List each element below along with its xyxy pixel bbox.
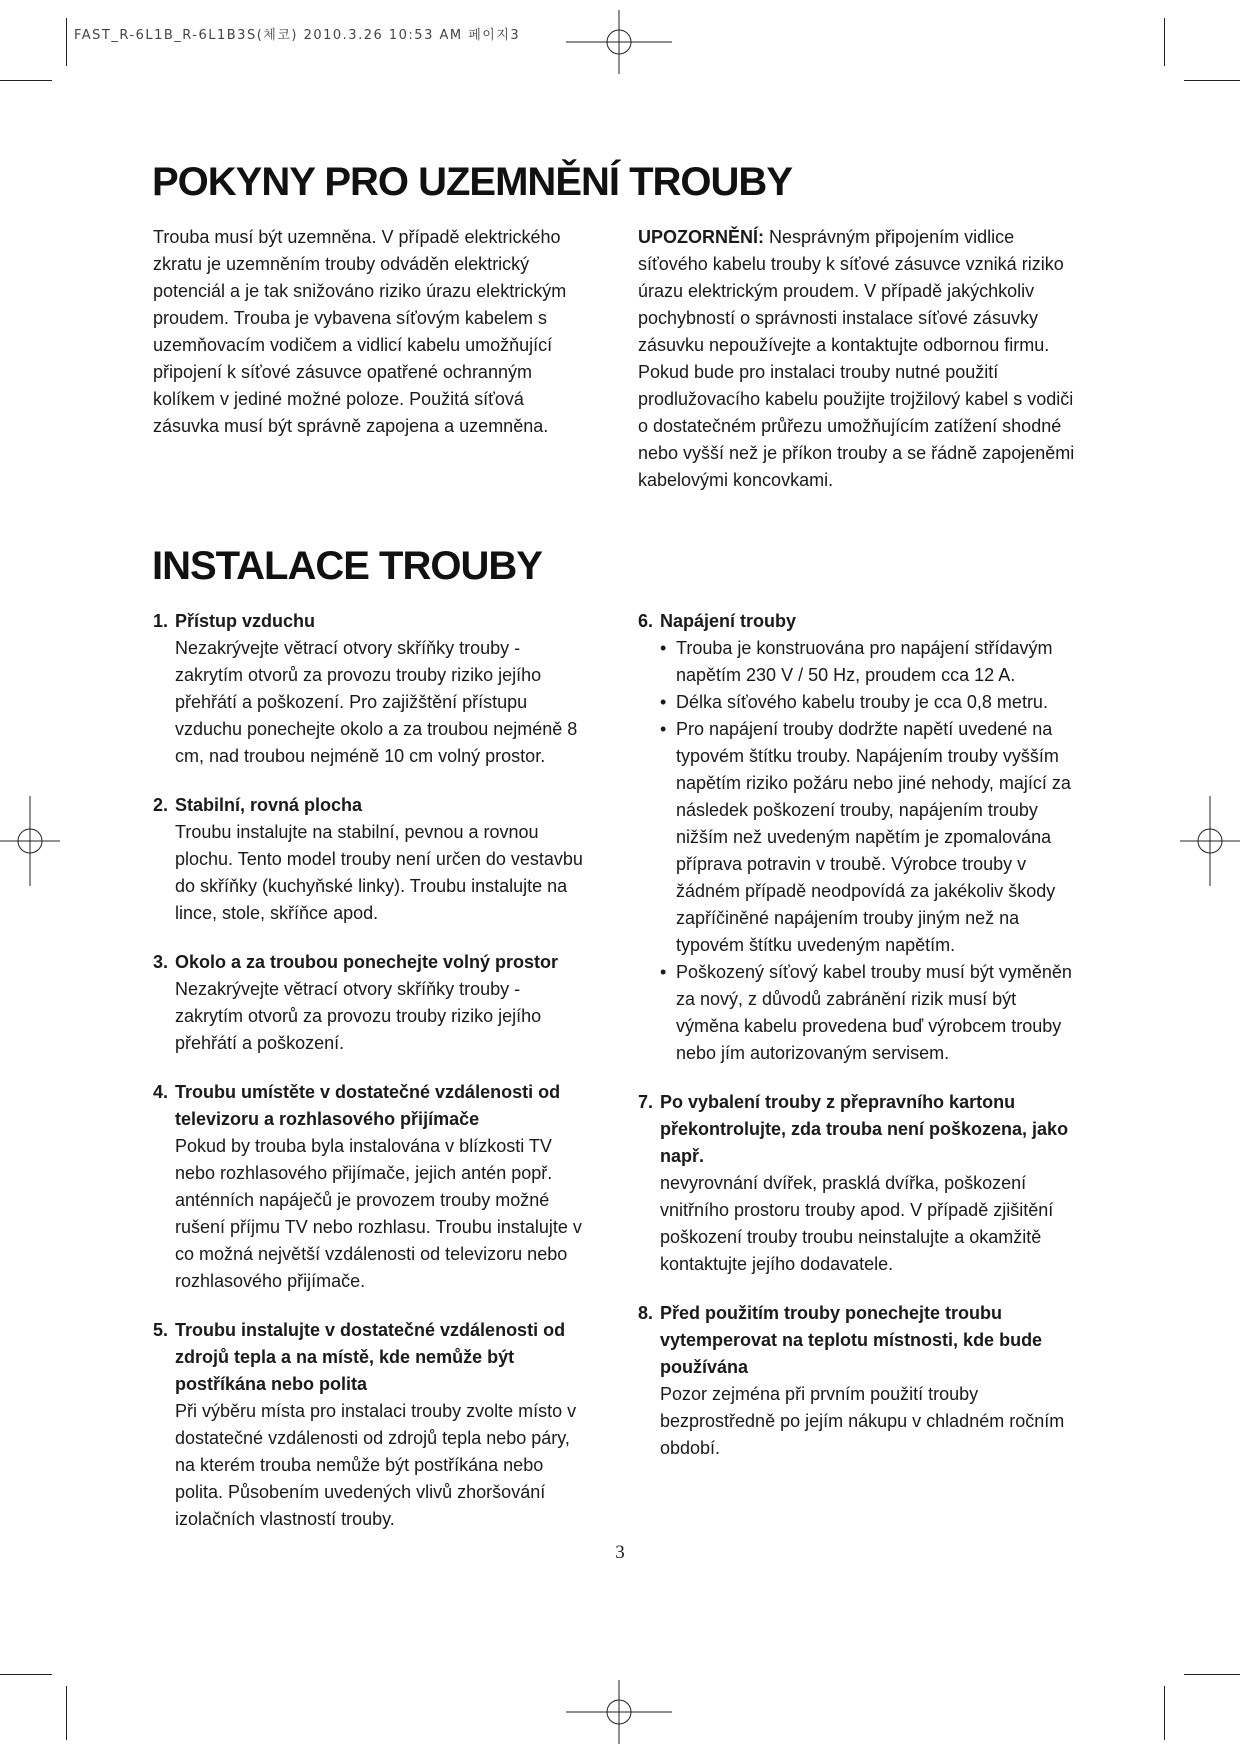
crop-mark: [1184, 1674, 1240, 1675]
registration-mark-icon: [566, 1680, 672, 1744]
crop-mark: [0, 1674, 52, 1675]
item-heading: Troubu umístěte v dostatečné vzdálenosti od televizoru a rozhlasového přijímače: [175, 1082, 561, 1129]
item-number: 7.: [638, 1092, 654, 1112]
item-heading: Stabilní, rovná plocha: [175, 795, 363, 815]
crop-mark: [66, 18, 67, 66]
power-bullet-list: [638, 635, 1078, 1067]
crop-mark: [1164, 1686, 1165, 1740]
item-text: Nezakrývejte větrací otvory skříňky trouby - zakrytím otvorů za provozu trouby riziko jejího přehřátí a poškození. Pro zajižštění přístupu vzduchu ponechejte okolo a za troubou nejméně 8 cm, nad troubou nejméně 10 cm volný prostor.: [175, 638, 578, 766]
bullet-item: • Délka síťového kabelu trouby je cca 0,8 metru.: [660, 689, 1078, 716]
grounding-title: POKYNY PRO UZEMNĚNÍ TROUBY: [152, 160, 792, 204]
item-number: 1.: [153, 611, 169, 631]
item-heading: Okolo a za troubou ponechejte volný prostor: [175, 952, 559, 972]
item-number: 2.: [153, 795, 169, 815]
installation-item: [153, 608, 593, 770]
installation-item: [638, 1300, 1078, 1462]
registration-mark-icon: [566, 10, 672, 74]
crop-mark: [1184, 80, 1240, 81]
item-number: 5.: [153, 1320, 169, 1340]
warning-label: UPOZORNĚNÍ:: [638, 227, 764, 247]
item-heading: Před použitím trouby ponechejte troubu vytemperovat na teplotu místnosti, kde bude používána: [660, 1303, 1043, 1377]
item-number: 8.: [638, 1303, 654, 1323]
installation-item: [153, 792, 593, 927]
bullet-item: • Pro napájení trouby dodržte napětí uvedené na typovém štítku trouby. Napájením trouby vyšším napětím riziko požáru nebo jiné nehody, mající za následek poškození trouby, napájením trouby nižším než uvedeným napětím je zpomalována příprava potravin v troubě. Výrobce trouby v žádném případě neodpovídá za jakékoliv škody zapříčiněné napájením trouby jiným než na typovém štítku uvedeným napětím.: [660, 716, 1078, 959]
item-text: Při výběru místa pro instalaci trouby zvolte místo v dostatečné vzdálenosti od zdrojů tepla nebo páry, na kterém trouba nemůže být postříkána nebo polita. Působením uvedených vlivů zhoršování izolačních vlastností trouby.: [175, 1401, 577, 1529]
installation-right-column: [638, 608, 1078, 1484]
installation-left-column: [153, 608, 593, 1555]
installation-item: [638, 1089, 1078, 1278]
installation-item: [153, 1079, 593, 1295]
item-number: 6.: [638, 611, 654, 631]
warning-paragraph: [638, 224, 1078, 494]
item-text: Nezakrývejte větrací otvory skříňky trouby - zakrytím otvorů za provozu trouby riziko jejího přehřátí a poškození.: [175, 979, 542, 1053]
bullet-item: • Trouba je konstruována pro napájení střídavým napětím 230 V / 50 Hz, proudem cca 12 A.: [660, 635, 1078, 689]
item-heading: Po vybalení trouby z přepravního kartonu překontrolujte, zda trouba není poškozena, jako např.: [660, 1092, 1069, 1166]
crop-mark: [0, 80, 52, 81]
installation-item: [153, 1317, 593, 1533]
grounding-left-column: [153, 224, 593, 440]
page-number: 3: [615, 1542, 625, 1563]
item-number: 4.: [153, 1082, 169, 1102]
item-number: 3.: [153, 952, 169, 972]
grounding-paragraph: Trouba musí být uzemněna. V případě elektrického zkratu je uzemněním trouby odváděn elektrický potenciál a je tak snižováno riziko úrazu elektrickým proudem. Trouba je vybavena síťovým kabelem s uzemňovacím vodičem a vidlicí kabelu umožňující připojení k síťové zásuvce opatřené ochranným kolíkem v jediné možné poloze. Použitá síťová zásuvka musí být správně zapojena a uzemněna.: [153, 227, 567, 436]
item-text: Pozor zejména při prvním použití trouby bezprostředně po jejím nákupu v chladném ročním období.: [660, 1384, 1065, 1458]
registration-mark-icon: [0, 796, 60, 886]
crop-mark: [66, 1686, 67, 1740]
item-text: Troubu instalujte na stabilní, pevnou a rovnou plochu. Tento model trouby není určen do vestavbu do skříňky (kuchyňské linky). Troubu instalujte na lince, stole, skříňce apod.: [175, 822, 583, 923]
item-heading: Přístup vzduchu: [175, 611, 316, 631]
installation-title: INSTALACE TROUBY: [152, 544, 542, 588]
installation-item: [638, 608, 1078, 1067]
item-heading: Napájení trouby: [660, 611, 797, 631]
bullet-item: • Poškozený síťový kabel trouby musí být vyměněn za nový, z důvodů zabránění rizik musí být výměna kabelu provedena buď výrobcem trouby nebo jím autorizovaným servisem.: [660, 959, 1078, 1067]
item-heading: Troubu instalujte v dostatečné vzdálenosti od zdrojů tepla a na místě, kde nemůže být postříkána nebo polita: [175, 1320, 566, 1394]
installation-item: [153, 949, 593, 1057]
grounding-right-column: [638, 224, 1078, 494]
registration-mark-icon: [1180, 796, 1240, 886]
warning-text: Nesprávným připojením vidlice síťového kabelu trouby k síťové zásuvce vzniká riziko úrazu elektrickým proudem. V případě jakýchkoliv pochybností o správnosti instalace síťové zásuvky zásuvku nepoužívejte a kontaktujte odbornou firmu. Pokud bude pro instalaci trouby nutné použití prodlužovacího kabelu použijte trojžilový kabel s vodiči o dostatečném průřezu umožňujícím zatížení shodné nebo vyšší než je příkon trouby a se řádně zapojeněmi kabelovými koncovkami.: [638, 227, 1075, 490]
item-text: nevyrovnání dvířek, prasklá dvířka, poškození vnitřního prostoru trouby apod. V případě zjišitění poškození trouby troubu neinstalujte a okamžitě kontaktujte jejího dodavatele.: [660, 1173, 1054, 1274]
crop-mark: [1164, 18, 1165, 66]
item-text: Pokud by trouba byla instalována v blízkosti TV nebo rozhlasového přijímače, jejich antén popř. anténních napáječů je provozem trouby možné rušení příjmu TV nebo rozhlasu. Troubu instalujte v co možná největší vzdálenosti od televizoru nebo rozhlasového přijímače.: [175, 1136, 582, 1291]
printer-slug: FAST_R-6L1B_R-6L1B3S(체코) 2010.3.26 10:53 AM 페이지3: [74, 28, 521, 43]
